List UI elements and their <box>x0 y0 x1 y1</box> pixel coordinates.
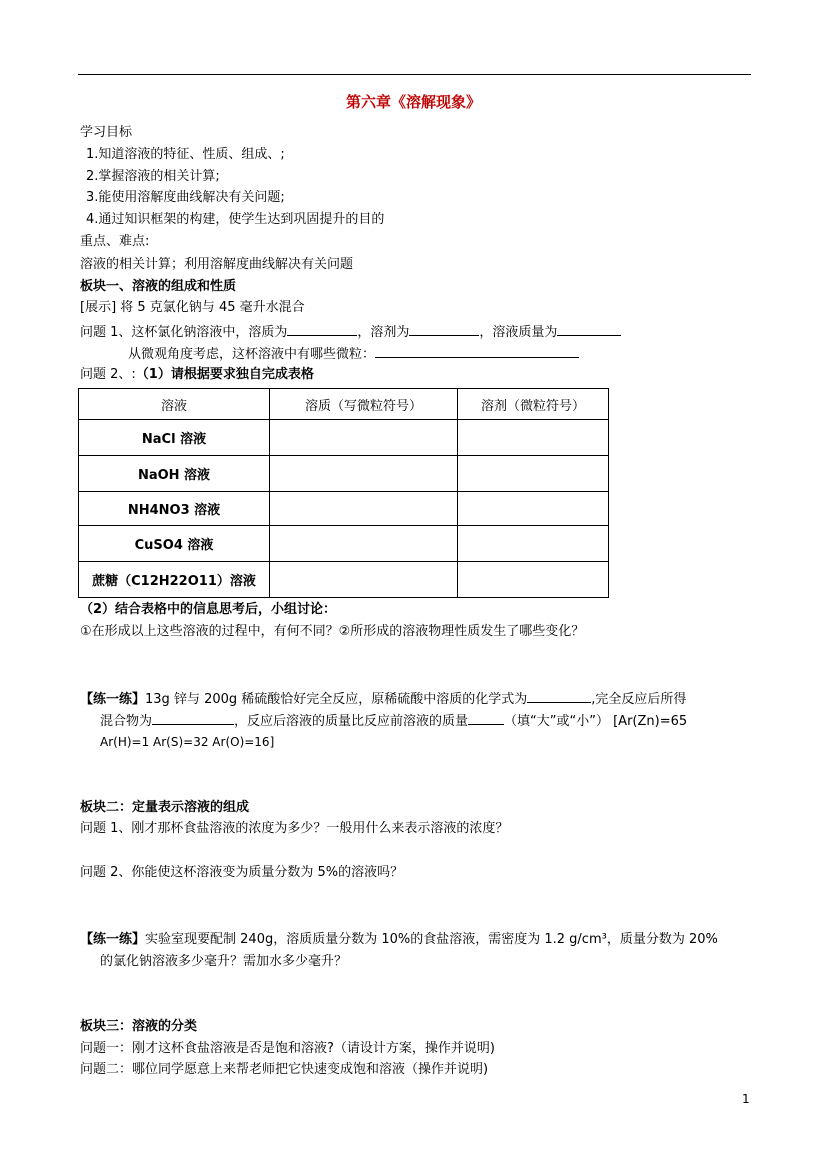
answer-blank[interactable] <box>409 322 479 336</box>
table-row-label: 蔗糖（C12H22O11）溶液 <box>79 562 270 598</box>
objectives-heading: 学习目标 <box>80 125 133 140</box>
block2-heading: 板块二：定量表示溶液的组成 <box>80 800 250 815</box>
practice-2-line-1 <box>80 931 718 949</box>
q1-text-a: 问题 1、这杯氯化钠溶液中，溶质为 <box>80 325 288 340</box>
micro-question-text: 从微观角度考虑，这杯溶液中有哪些微粒： <box>128 347 376 362</box>
page-title: 第六章《溶解现象》 <box>345 93 481 111</box>
answer-blank[interactable] <box>287 322 357 336</box>
objective-item-2: 2.掌握溶液的相关计算; <box>86 169 220 184</box>
discussion-heading: （2）结合表格中的信息思考后，小组讨论： <box>80 602 337 617</box>
header-rule <box>78 74 751 75</box>
objective-item-4: 4.通过知识框架的构建，使学生达到巩固提升的目的 <box>86 212 385 227</box>
table-cell[interactable] <box>270 492 458 526</box>
table-cell[interactable] <box>270 420 458 456</box>
practice-text: （填“大”或“小”） [Ar(Zn)=65 <box>504 714 688 729</box>
table-cell[interactable] <box>270 526 458 562</box>
table-row-label: CuSO4 溶液 <box>79 526 270 562</box>
table-cell[interactable] <box>458 456 609 492</box>
practice-tag: 【练一练】 <box>80 692 146 707</box>
table-cell[interactable] <box>458 420 609 456</box>
question-2-line <box>80 366 314 384</box>
table-cell[interactable] <box>458 492 609 526</box>
table-header: 溶液 <box>79 389 270 420</box>
discussion-question: ①在形成以上这些溶液的过程中，有何不同？②所形成的溶液物理性质发生了哪些变化？ <box>80 624 585 639</box>
table-cell[interactable] <box>458 562 609 598</box>
q1-text-b: ，溶剂为 <box>357 325 410 340</box>
block1-heading: 板块一、溶液的组成和性质 <box>80 279 237 294</box>
answer-blank[interactable] <box>527 689 591 703</box>
block3-question-1: 问题一：刚才这杯食盐溶液是否是饱和溶液?（请设计方案，操作并说明) <box>80 1041 495 1056</box>
key-points-text: 溶液的相关计算；利用溶解度曲线解决有关问题 <box>80 257 354 272</box>
practice-text: ,完全反应后所得 <box>591 692 687 707</box>
practice-1-line-2 <box>100 711 687 731</box>
table-header: 溶剂（微粒符号） <box>458 389 609 420</box>
practice-tag: 【练一练】 <box>80 932 146 947</box>
table-row-label: NH4NO3 溶液 <box>79 492 270 526</box>
micro-question-line <box>128 344 579 364</box>
practice-2-line-2: 的氯化钠溶液多少毫升？需加水多少毫升？ <box>100 954 348 969</box>
block3-question-2: 问题二：哪位同学愿意上来帮老师把它快速变成饱和溶液（操作并说明) <box>80 1062 489 1077</box>
block2-question-1: 问题 1、刚才那杯食盐溶液的浓度为多少？一般用什么来表示溶液的浓度？ <box>80 821 509 836</box>
table-cell[interactable] <box>270 562 458 598</box>
block3-heading: 板块三：溶液的分类 <box>80 1019 198 1034</box>
objective-item-1: 1.知道溶液的特征、性质、组成、; <box>86 147 285 162</box>
q2-instruction: （1）请根据要求独自完成表格 <box>135 367 314 382</box>
answer-blank[interactable] <box>152 711 234 725</box>
practice-text: ，反应后溶液的质量比反应前溶液的质量 <box>234 714 469 729</box>
practice-text: 13g 锌与 200g 稀硫酸恰好完全反应，原稀硫酸中溶质的化学式为 <box>145 692 528 707</box>
key-points-heading: 重点、难点: <box>80 234 150 249</box>
block2-question-2: 问题 2、你能使这杯溶液变为质量分数为 5%的溶液吗？ <box>80 865 404 880</box>
practice-text: 混合物为 <box>100 714 153 729</box>
objective-item-3: 3.能使用溶解度曲线解决有关问题; <box>86 190 285 205</box>
answer-blank[interactable] <box>557 322 621 336</box>
atomic-masses: Ar(H)=1 Ar(S)=32 Ar(O)=16] <box>100 735 275 749</box>
answer-blank[interactable] <box>375 344 579 358</box>
table-row-label: NaOH 溶液 <box>79 456 270 492</box>
table-cell[interactable] <box>458 526 609 562</box>
demo-text: [展示] 将 5 克氯化钠与 45 毫升水混合 <box>80 300 305 315</box>
solution-table <box>78 388 609 598</box>
table-row-label: NaCl 溶液 <box>79 420 270 456</box>
answer-blank[interactable] <box>468 711 504 725</box>
practice-text: 实验室现要配制 240g，溶质质量分数为 10%的食盐溶液，需密度为 1.2 g/cm³，质量分数为 20% <box>145 932 718 947</box>
question-1-line <box>80 322 621 342</box>
q1-text-c: ，溶液质量为 <box>479 325 558 340</box>
table-cell[interactable] <box>270 456 458 492</box>
page-number: 1 <box>742 1092 750 1106</box>
table-header: 溶质（写微粒符号） <box>270 389 458 420</box>
practice-1-line-1 <box>80 689 686 709</box>
q2-prefix: 问题 2、: <box>80 367 136 382</box>
